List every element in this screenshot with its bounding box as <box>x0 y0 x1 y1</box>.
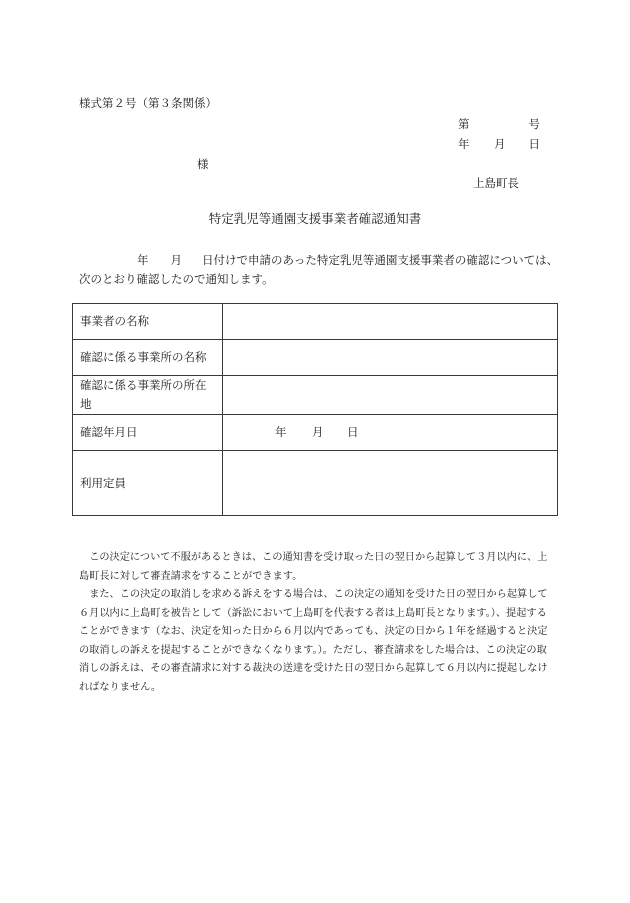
intro-year: 年 <box>137 253 149 267</box>
appeal-notice <box>79 549 555 697</box>
intro-paragraph <box>79 251 559 289</box>
confirmation-month: 月 <box>312 424 324 439</box>
form-number: 様式第２号（第３条関係） <box>79 96 217 110</box>
confirmation-day: 日 <box>347 424 359 439</box>
table-row <box>73 415 558 451</box>
row-label-confirmation-date: 確認年月日 <box>73 415 223 451</box>
table-row <box>73 304 558 340</box>
info-table <box>72 303 558 516</box>
row-label-facility-address: 確認に係る事業所の所在地 <box>73 376 223 415</box>
intro-text: 日付けで申請のあった特定乳児等通園支援事業者の確認については、次のとおり確認したので通知します。 <box>79 253 559 286</box>
row-value-business-name <box>223 304 558 340</box>
row-value-confirmation-date <box>223 415 558 451</box>
row-value-capacity <box>223 451 558 516</box>
row-value-facility-name <box>223 340 558 376</box>
document-number-suffix: 号 <box>528 117 540 131</box>
table-row <box>73 451 558 516</box>
document-title: 特定乳児等通園支援事業者確認通知書 <box>208 211 422 226</box>
table-row <box>73 340 558 376</box>
issue-date-month: 月 <box>494 137 506 151</box>
row-value-facility-address <box>223 376 558 415</box>
notice-paragraph-2: また、この決定の取消しを求める訴えをする場合は、この決定の通知を受けた日の翌日から起算して６月以内に上島町を被告として（訴訟において上島町を代表する者は上島町長となります。）、提起することができます（なお、決定を知った日から６月以内であっても、決定の日から１年を経過すると決定の取消しの訴えを提起することができなくなります。）。ただし、審査請求をした場合は、この決定の取消しの訴えは、その審査請求に対する裁決の送達を受けた日の翌日から起算して６月以内に提起しなければなりません。 <box>79 589 548 693</box>
confirmation-year: 年 <box>275 424 287 439</box>
row-label-business-name: 事業者の名称 <box>73 304 223 340</box>
row-label-capacity: 利用定員 <box>73 451 223 516</box>
addressee: 様 <box>197 157 209 171</box>
issue-date-day: 日 <box>528 137 540 151</box>
notice-paragraph-1: この決定について不服があるときは、この通知書を受け取った日の翌日から起算して３月以内に、上島町長に対して審査請求をすることができます。 <box>79 552 548 582</box>
issue-date-year: 年 <box>458 137 470 151</box>
intro-month: 月 <box>170 253 182 267</box>
document-number-prefix: 第 <box>458 117 470 131</box>
row-label-facility-name: 確認に係る事業所の名称 <box>73 340 223 376</box>
table-row <box>73 376 558 415</box>
issuer: 上島町長 <box>473 176 519 190</box>
